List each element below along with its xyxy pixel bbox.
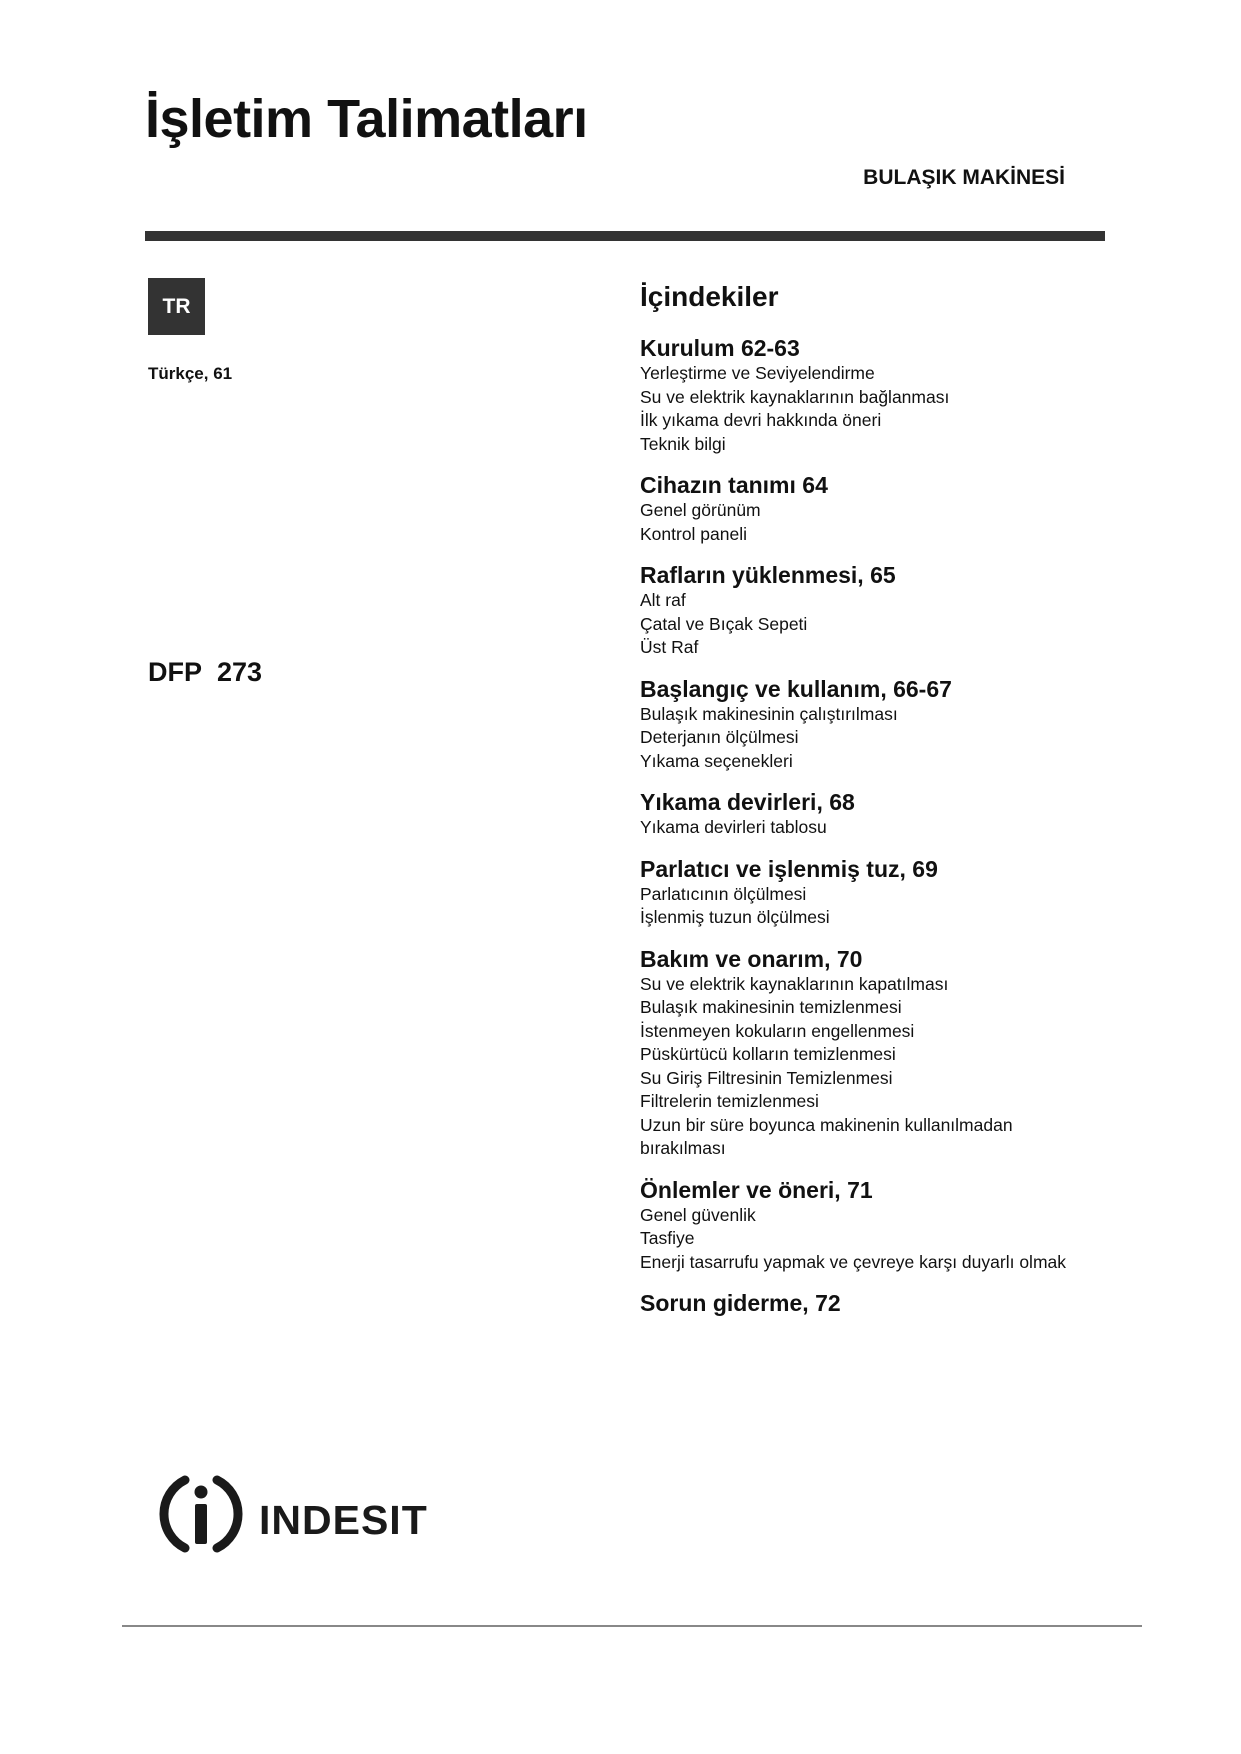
model-number: DFP 273 — [148, 657, 263, 687]
toc-section-title: Önlemler ve öneri, 71 — [640, 1176, 873, 1203]
toc-item: Deterjanın ölçülmesi — [640, 727, 799, 747]
toc-section — [640, 561, 1120, 660]
product-type: BULAŞIK MAKİNESİ — [863, 166, 1065, 189]
toc-item: bırakılması — [640, 1138, 726, 1158]
toc-section — [640, 1289, 1120, 1317]
toc-item: İlk yıkama devri hakkında öneri — [640, 410, 882, 430]
toc-section-title: Yıkama devirleri, 68 — [640, 789, 855, 815]
toc-item: Teknik bilgi — [640, 433, 726, 454]
toc-section-title: Bakım ve onarım, 70 — [640, 945, 863, 972]
header-divider — [145, 231, 1105, 241]
toc-item: Genel güvenlik — [640, 1204, 756, 1225]
toc-section — [640, 855, 1120, 930]
toc-section-title: Başlangıç ve kullanım, 66-67 — [640, 675, 952, 702]
toc-item: İşlenmiş tuzun ölçülmesi — [640, 907, 830, 927]
toc-item: Üst Raf — [640, 637, 699, 657]
toc-item: Yıkama seçenekleri — [640, 750, 793, 771]
toc-item: Parlatıcının ölçülmesi — [640, 883, 807, 904]
toc-item: Su Giriş Filtresinin Temizlenmesi — [640, 1067, 893, 1088]
toc-section — [640, 675, 1120, 774]
toc-item: Kontrol paneli — [640, 523, 748, 544]
toc-item: Bulaşık makinesinin temizlenmesi — [640, 997, 902, 1017]
toc-item: Tasfiye — [640, 1228, 695, 1248]
indesit-i-logo-icon — [155, 1468, 247, 1560]
language-badge: TR — [148, 278, 205, 335]
table-of-contents — [640, 281, 1120, 1332]
toc-section-title: Parlatıcı ve işlenmiş tuz, 69 — [640, 855, 938, 882]
toc-section-title: Rafların yüklenmesi, 65 — [640, 562, 896, 588]
footer-divider — [122, 1625, 1142, 1627]
toc-section — [640, 334, 1120, 456]
toc-item: Yıkama devirleri tablosu — [640, 817, 827, 837]
toc-item: Filtrelerin temizlenmesi — [640, 1091, 819, 1111]
toc-section-title: Kurulum 62-63 — [640, 335, 800, 361]
toc-sections — [640, 334, 1120, 1317]
toc-item: Uzun bir süre boyunca makinenin kullanılmadan — [640, 1114, 1013, 1135]
toc-item: Su ve elektrik kaynaklarının bağlanması — [640, 386, 950, 407]
toc-item: Çatal ve Bıçak Sepeti — [640, 613, 808, 634]
toc-item: Su ve elektrik kaynaklarının kapatılması — [640, 973, 949, 994]
toc-item: Bulaşık makinesinin çalıştırılması — [640, 703, 898, 724]
logo-wordmark: indesit — [259, 1481, 428, 1547]
toc-section — [640, 788, 1120, 840]
toc-section — [640, 1176, 1120, 1275]
language-page-ref: Türkçe, 61 — [148, 364, 233, 383]
toc-heading: İçindekiler — [640, 281, 779, 312]
toc-section — [640, 471, 1120, 546]
toc-item: Enerji tasarrufu yapmak ve çevreye karşı duyarlı olmak — [640, 1251, 1066, 1272]
toc-item: Püskürtücü kolların temizlenmesi — [640, 1044, 896, 1064]
page-title: İşletim Talimatları — [145, 89, 588, 149]
toc-section — [640, 945, 1120, 1161]
toc-item: Genel görünüm — [640, 500, 761, 520]
toc-item: İstenmeyen kokuların engellenmesi — [640, 1020, 915, 1041]
toc-item: Yerleştirme ve Seviyelendirme — [640, 363, 875, 383]
toc-item: Alt raf — [640, 590, 686, 610]
toc-section-title: Sorun giderme, 72 — [640, 1290, 841, 1316]
toc-section-title: Cihazın tanımı 64 — [640, 472, 828, 498]
indesit-logo — [155, 1468, 490, 1560]
